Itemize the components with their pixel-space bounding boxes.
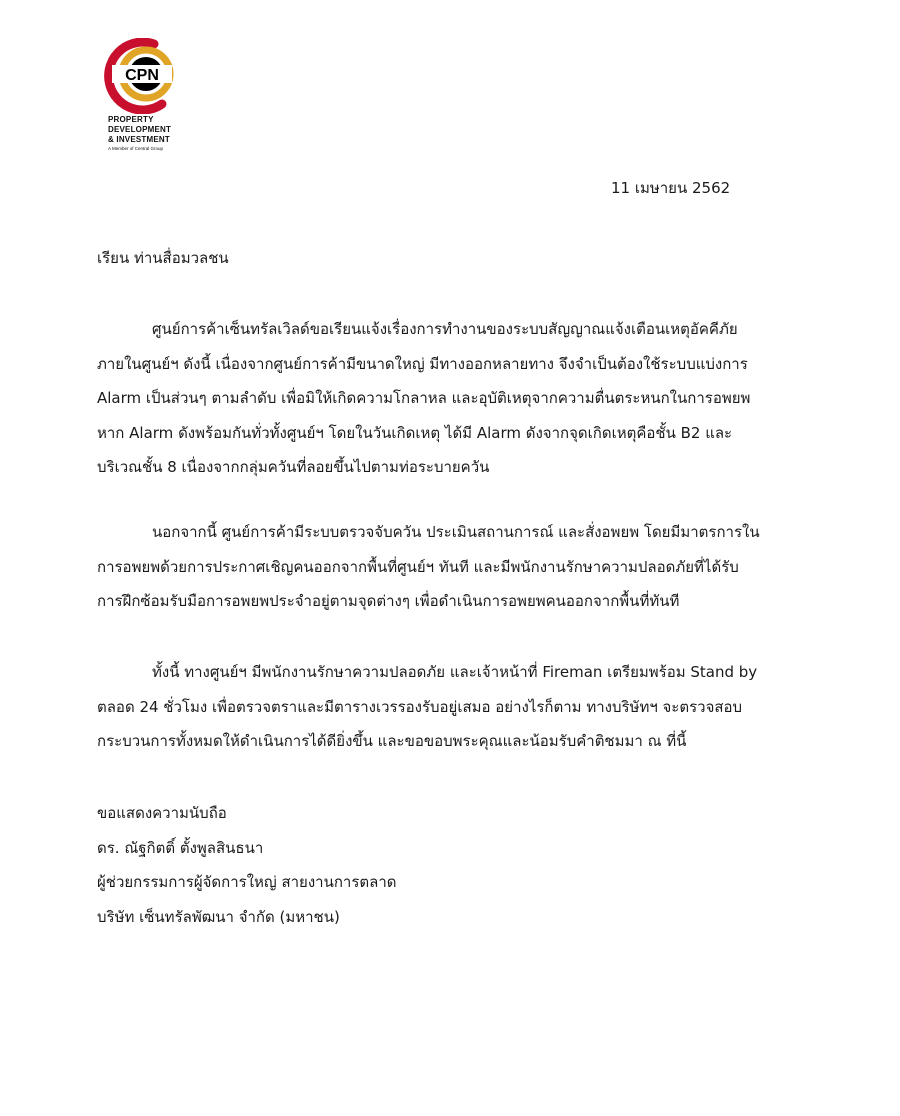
signatory-company: บริษัท เซ็นทรัลพัฒนา จำกัด (มหาชน) — [97, 907, 340, 926]
signatory-position: ผู้ช่วยกรรมการผู้จัดการใหญ่ สายงานการตลาด — [97, 873, 397, 891]
paragraph-line: การอพยพด้วยการประกาศเชิญคนออกจากพื้นที่ศูนย์ฯ ทันที และมีพนักงานรักษาความปลอดภัยที่ได้รับ — [97, 557, 739, 576]
paragraph-line: ภายในศูนย์ฯ ดังนี้ เนื่องจากศูนย์การค้ามีขนาดใหญ่ มีทางออกหลายทาง จึงจำเป็นต้องใช้ระบบแบ่งการ — [97, 354, 748, 373]
paragraph-line: Alarm เป็นส่วนๆ ตามลำดับ เพื่อมิให้เกิดความโกลาหล และอุบัติเหตุจากความตื่นตระหนกในการอพยพ — [97, 389, 751, 407]
paragraph-line: ตลอด 24 ชั่วโมง เพื่อตรวจตราและมีตารางเวรรองรับอยู่เสมอ อย่างไรก็ตาม ทางบริษัทฯ จะตรวจสอบ — [97, 697, 743, 716]
paragraph-alarm-system — [97, 312, 809, 485]
logo-line3: & INVESTMENT — [108, 135, 170, 144]
cpn-logo-mark-text: CPN — [125, 67, 159, 84]
paragraph-line: กระบวนการทั้งหมดให้ดำเนินการได้ดียิ่งขึ้น และขอขอบพระคุณและน้อมรับคำติชมมา ณ ที่นี้ — [97, 732, 687, 750]
logo-tagline: A Member of Central Group — [108, 146, 164, 151]
cpn-logo — [104, 38, 184, 114]
paragraph-line: นอกจากนี้ ศูนย์การค้ามีระบบตรวจจับควัน ประเมินสถานการณ์ และสั่งอพยพ โดยมีมาตรการใน — [152, 523, 760, 541]
cpn-logo-mark-icon — [104, 38, 184, 114]
paragraph-evacuation — [97, 515, 809, 619]
cpn-logo-wordmark — [108, 115, 188, 153]
paragraph-line: ศูนย์การค้าเซ็นทรัลเวิลด์ขอเรียนแจ้งเรื่องการทำงานของระบบสัญญาณแจ้งเตือนเหตุอัคคีภัย — [152, 320, 738, 338]
paragraph-line: การฝึกซ้อมรับมือการอพยพประจำอยู่ตามจุดต่างๆ เพื่อดำเนินการอพยพคนออกจากพื้นที่ทันที — [97, 592, 680, 610]
signatory-name: ดร. ณัฐกิตติ์ ตั้งพูลสินธนา — [97, 838, 264, 857]
salutation: เรียน ท่านสื่อมวลชน — [97, 249, 229, 267]
paragraph-security-staff — [97, 655, 809, 759]
paragraph-line: ทั้งนี้ ทางศูนย์ฯ มีพนักงานรักษาความปลอดภัย และเจ้าหน้าที่ Fireman เตรียมพร้อม Stand by — [152, 663, 758, 681]
logo-line2: DEVELOPMENT — [108, 125, 172, 134]
signature-block — [97, 796, 397, 934]
logo-line1: PROPERTY — [108, 115, 154, 124]
paragraph-line: บริเวณชั้น 8 เนื่องจากกลุ่มควันที่ลอยขึ้นไปตามท่อระบายควัน — [97, 458, 490, 476]
paragraph-line: หาก Alarm ดังพร้อมกันทั่วทั้งศูนย์ฯ โดยในวันเกิดเหตุ ได้มี Alarm ดังจากจุดเกิดเหตุคือชั้น B2 และ — [97, 423, 733, 442]
closing-regards: ขอแสดงความนับถือ — [97, 804, 227, 822]
letter-date: 11 เมษายน 2562 — [611, 179, 731, 197]
